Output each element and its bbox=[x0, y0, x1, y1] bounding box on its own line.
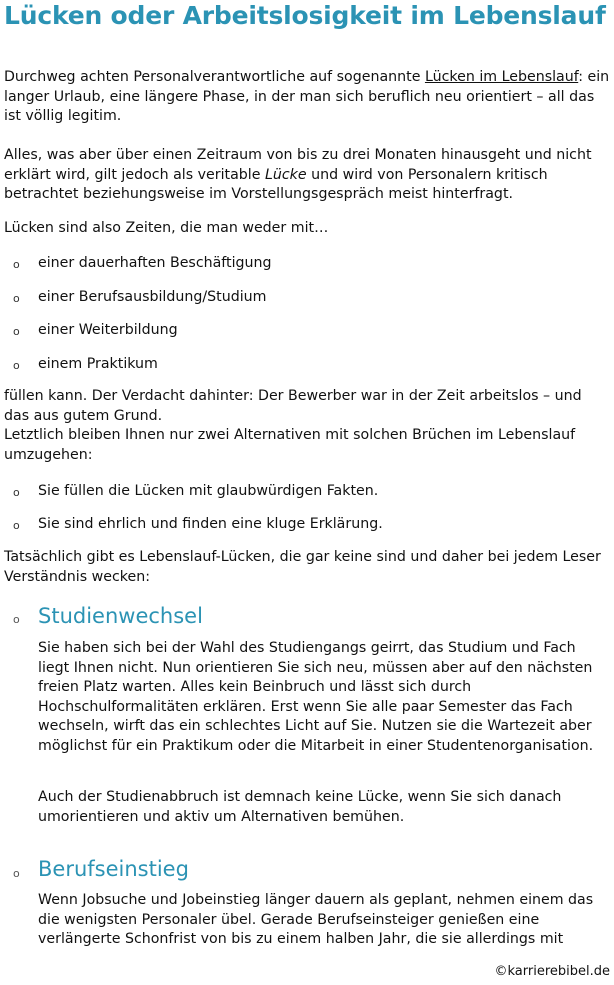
lebenslauf-gaps-link[interactable]: Lücken im Lebenslauf bbox=[424, 69, 579, 85]
section-paragraph: Wenn Jobsuche und Jobeinstieg länger dauern als geplant, nehmen einem das die wenigsten Personaler übel. Gerade Berufseinsteiger genießen eine verlängerte Schonfrist von bis zu einem halben Jahr, die sie allerdings mit bbox=[38, 892, 594, 947]
intro-text: und wird von Personalern kritisch betrachtet beziehungsweise im Vorstellungsgespräch meist hinterfragt. bbox=[4, 166, 548, 202]
section-paragraph: Auch der Studienabbruch ist demnach keine Lücke, wenn Sie sich danach umorientieren und aktiv um Alternativen bemühen. bbox=[38, 789, 562, 825]
intro-text: Durchweg achten Personalverantwortliche auf sogenannte bbox=[4, 69, 425, 85]
bullet-icon: o bbox=[13, 359, 20, 372]
list-item-text: Sie sind ehrlich und finden eine kluge Erklärung. bbox=[38, 516, 383, 532]
intro-paragraph-3: Lücken sind also Zeiten, die man weder mit… bbox=[4, 220, 329, 236]
middle-paragraph-1: füllen kann. Der Verdacht dahinter: Der Bewerber war in der Zeit arbeitslos – und das aus gutem Grund. bbox=[4, 388, 582, 424]
section-paragraph: Sie haben sich bei der Wahl des Studiengangs geirrt, das Studium und Fach liegt Ihnen nicht. Nun orientieren Sie sich neu, müssen aber auf den nächsten freien Platz warten. Alles kein Beinbruch und lässt sich durch Hochschulformalitäten erklären. Erst wenn Sie alle paar Semester das Fach wechseln, wirft das ein schlechtes Licht auf Sie. Nutzen sie die Wartezeit aber möglichst für ein Praktikum oder die Mitarbeit in einer Studentenorganisation. bbox=[38, 640, 594, 754]
intro-paragraph-2 bbox=[4, 146, 610, 205]
page-title: Lücken oder Arbeitslosigkeit im Lebenslauf bbox=[4, 1, 606, 30]
bullet-icon: o bbox=[13, 867, 20, 880]
intro-paragraph-1 bbox=[4, 68, 610, 127]
bullet-icon: o bbox=[13, 613, 20, 626]
bullet-icon: o bbox=[13, 325, 20, 338]
transition-paragraph: Tatsächlich gibt es Lebenslauf-Lücken, die gar keine sind und daher bei jedem Leser Verständnis wecken: bbox=[4, 549, 601, 585]
intro-text: Alles, was aber über einen Zeitraum von bis zu drei Monaten hinausgeht und nicht erklärt wird, gilt jedoch als veritable bbox=[4, 147, 592, 183]
section-heading-berufseinstieg: Berufseinstieg bbox=[38, 857, 189, 881]
list-item-text: einem Praktikum bbox=[38, 356, 158, 372]
list-item-text: Sie füllen die Lücken mit glaubwürdigen Fakten. bbox=[38, 483, 379, 499]
list-item-text: einer Weiterbildung bbox=[38, 322, 178, 338]
intro-text: : ein langer Urlaub, eine längere Phase, in der man sich beruflich neu orientiert – all das ist völlig legitim. bbox=[4, 69, 610, 124]
bullet-icon: o bbox=[13, 258, 20, 271]
list-item-text: einer dauerhaften Beschäftigung bbox=[38, 255, 272, 271]
bullet-icon: o bbox=[13, 519, 20, 532]
section-heading-studienwechsel: Studienwechsel bbox=[38, 604, 203, 628]
copyright-footer: ©karrierebibel.de bbox=[494, 964, 610, 979]
emphasis-word: Lücke bbox=[264, 166, 307, 183]
middle-paragraph-2: Letztlich bleiben Ihnen nur zwei Alternativen mit solchen Brüchen im Lebenslauf umzugehen: bbox=[4, 427, 576, 463]
bullet-icon: o bbox=[13, 486, 20, 499]
list-item-text: einer Berufsausbildung/Studium bbox=[38, 289, 267, 305]
bullet-icon: o bbox=[13, 292, 20, 305]
